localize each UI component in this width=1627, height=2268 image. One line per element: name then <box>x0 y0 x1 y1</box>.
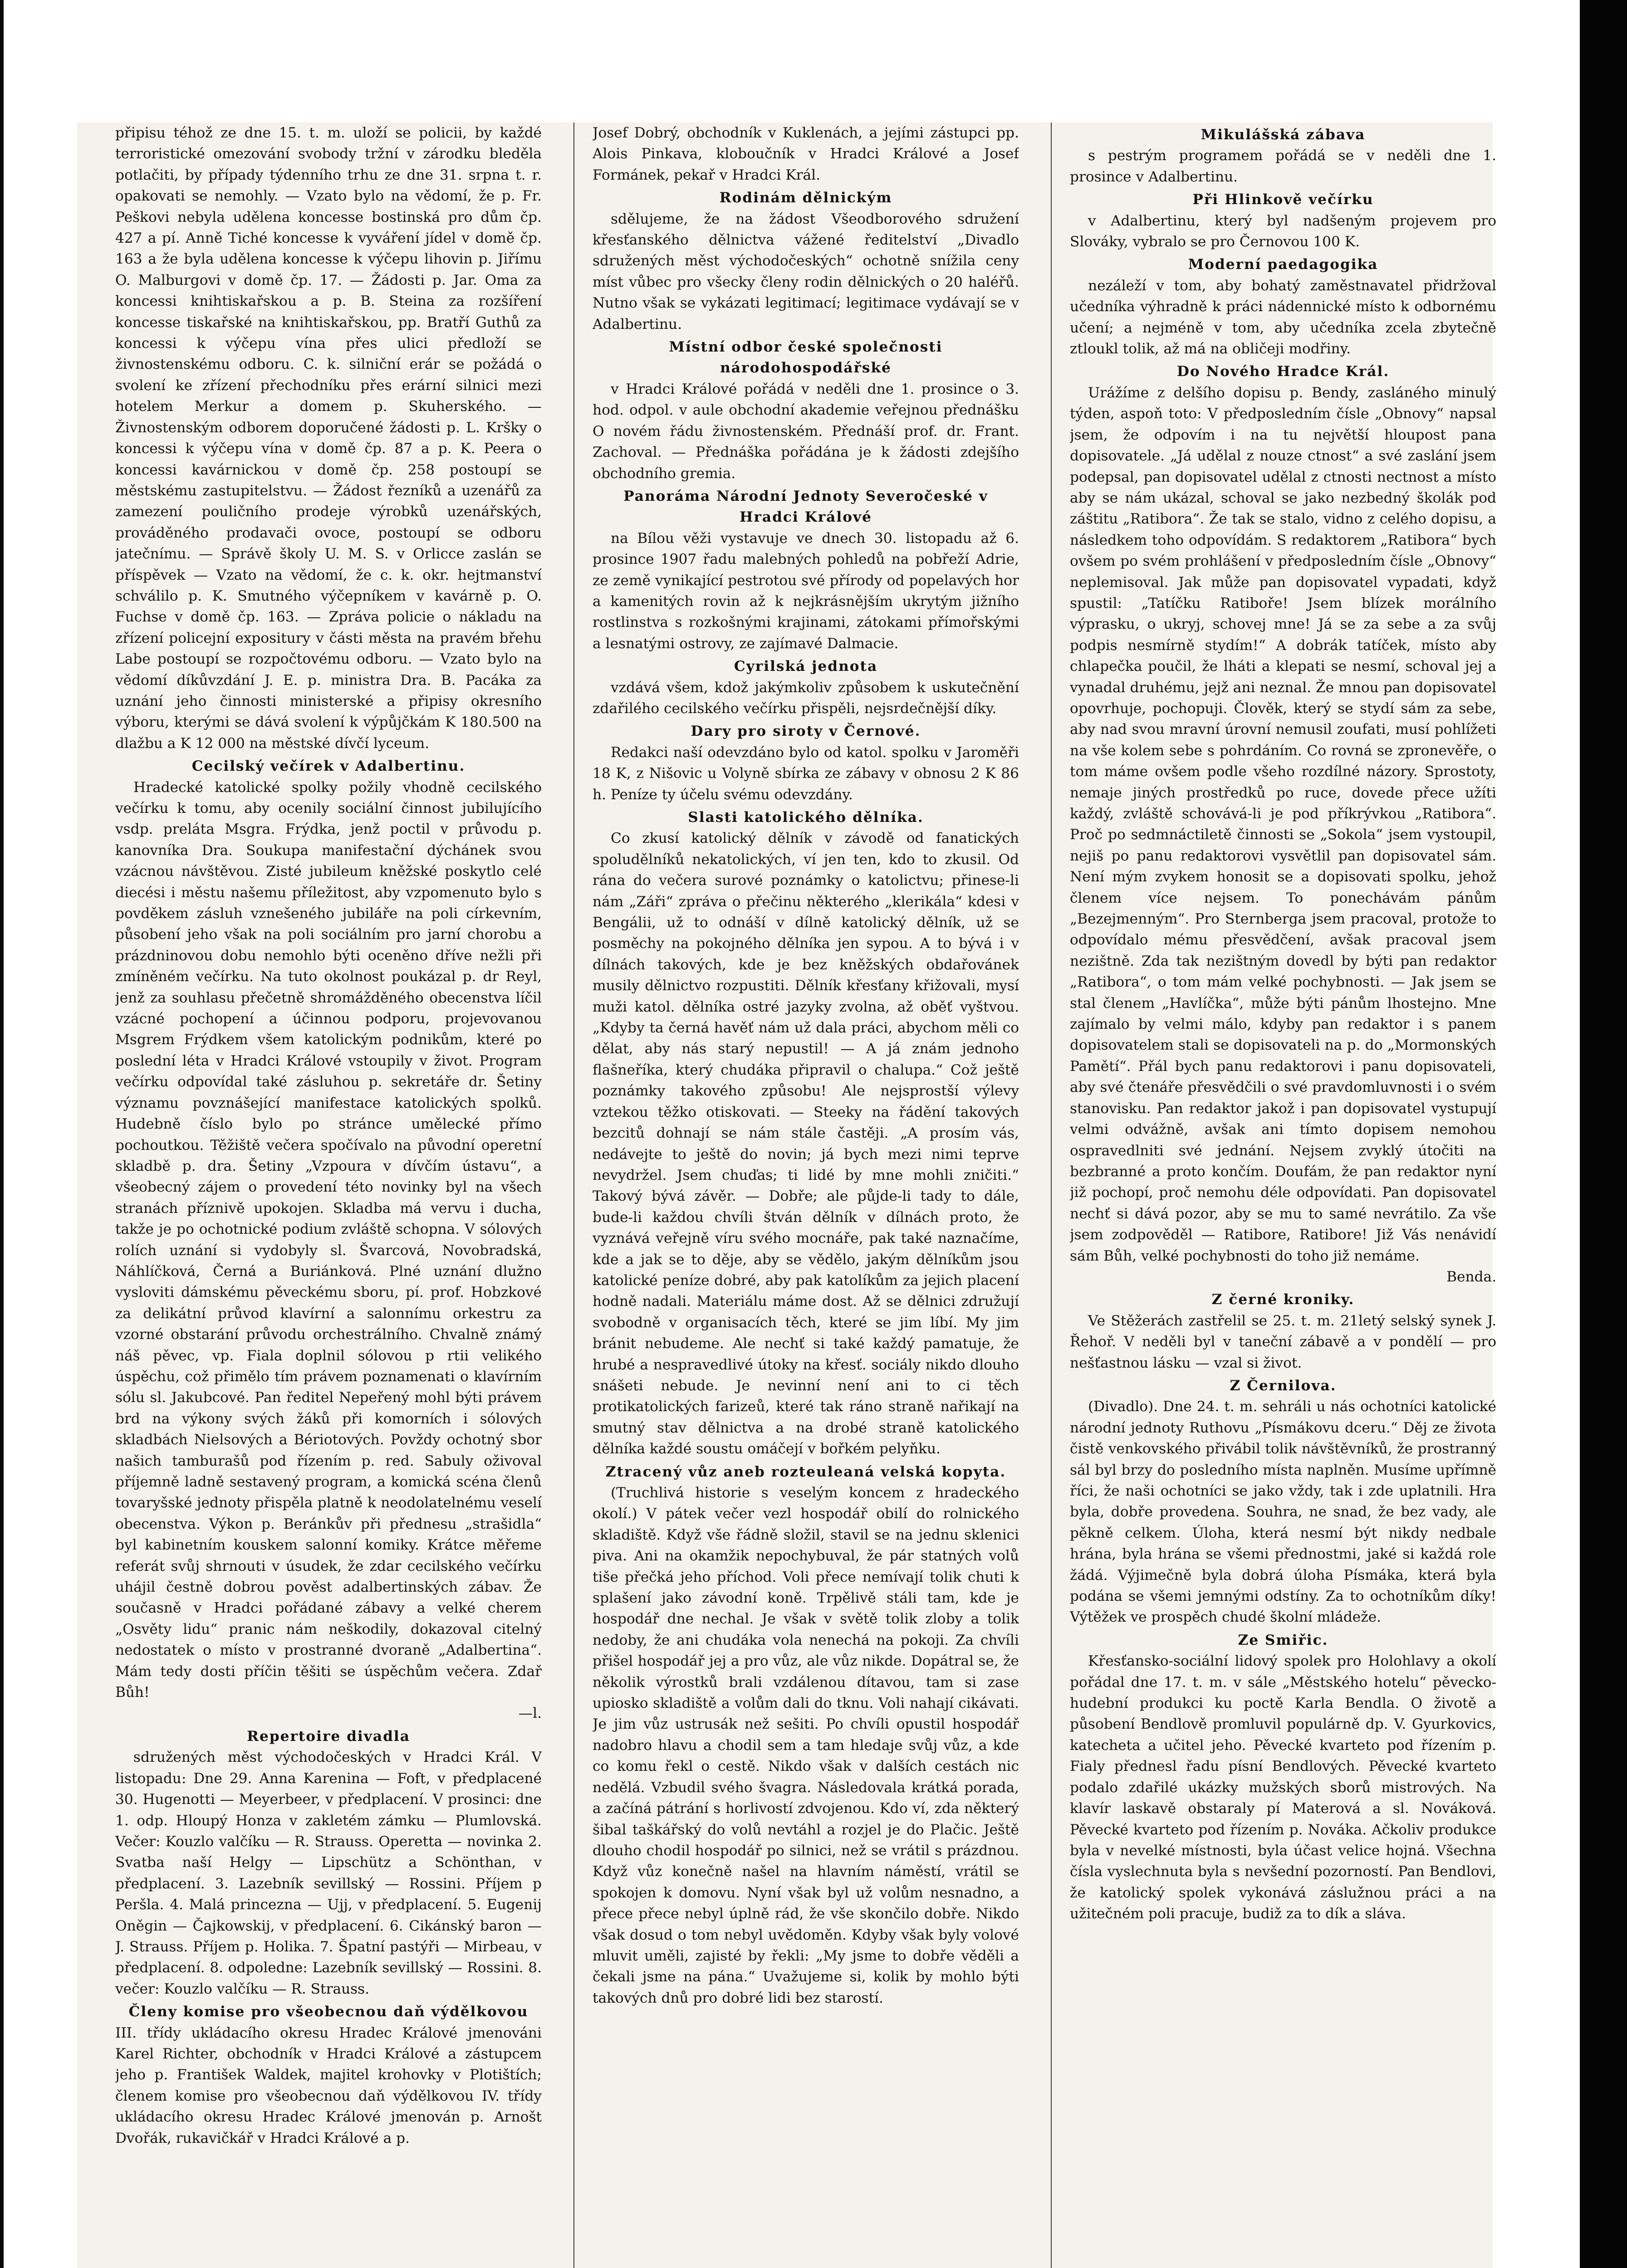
article-heading: Rodinám dělnickým <box>719 190 892 206</box>
article-heading: Z černé kroniky. <box>1211 1291 1355 1308</box>
article-heading: Mikulášská zábava <box>1201 127 1366 143</box>
article-heading: Slasti katolického dělníka. <box>688 809 924 826</box>
article-paragraph: sdružených měst východočeských v Hradci Král. V listopadu: Dne 29. Anna Karenina — Foft, v předplacené 30. Hugenotti — Meyerbeer, v předplacení. V prosinci: dne 1. odp. Hloupý Honza v zakletém zámku — Plumlovská. Večer: Kouzlo valčíku — R. Strauss. Operetta — novinka 2. Svatba naší Helgy — Lipschütz a Schönthan, v předplacení. 3. Lazebník sevillský — Rossini. Příjem p Peršla. 4. Malá princezna — Ujj, v předplacení. 5. Eugenij Oněgin — Čajkowskij, v předplacení. 6. Cikánský baron — J. Strauss. Příjem p. Holika. 7. Špatní pastýři — Mirbeau, v předplacení. 8. odpoledne: Lazebník sevillský — Rossini. 8. večer: Kouzlo valčíku — R. Strauss. <box>115 1749 542 1997</box>
scan-left-edge <box>0 0 4 2268</box>
article-heading: Repertoire divadla <box>247 1728 410 1745</box>
article-paragraph: Hradecké katolické spolky požily vhodně cecilského večírku k tomu, aby ocenily sociální činnost jubilujícího vsdp. preláta Msgra. Frýdka, jenž poctil v průvodu p. kanovníka Dra. Soukupa manifestační dýchánek svou vzácnou návštěvou. Zisté jubileum kněžské poskytlo celé diecési i městu našemu příležitost, aby vzpomenuto bylo s povděkem zásluh vznešeného jubiláře na poli církevním, působení jeho však na poli sociálním pro jarní chorobu a prázdninovou dobu nemohlo býti oceněno dříve nežli při zmíněném večírku. Na tuto okolnost poukázal p. dr Reyl, jenž za souhlasu přečetně shromážděného obecenstva líčil vzácné pochopení a účinnou podporu, projevovanou Msgrem Frýdkem všem katolickým podnikům, které po poslední léta v Hradci Králové vstoupily v život. Program večírku odpovídal také zásluhou p. sekretáře dr. Šetiny významu povznášející manifestace katolických spolků. Hudebně číslo bylo po stránce umělecké přímo pochoutkou. Těžiště večera spočívalo na původní operetní skladbě p. dra. Šetiny „Vzpoura v dívčím ústavu“, a všeobecný zájem o provedení této novinky byl na všech stranách příznivě upokojen. Skladba má vervu i ducha, takže je po ochotnické podium zvláště schopna. V sólových rolích uznání si vydobyly sl. Švarcová, Novobradská, Náhlíčková, Černá a Buriánková. Plné uznání dlužno vysloviti dámskému pěveckému sboru, pí. prof. Hobzkové za delikátní průvod klavírní a salonnímu orkestru za vzorné obstarání průvodu orchestrálního. Chvalně známý náš pěvec, vp. Fiala doplnil sólovou p rtii velikého úspěchu, což přimělo tím právem poznamenati o klavírním sólu sl. Jakubcové. Pan ředitel Nepeřený mohl býti právem brd na výkony svých žáků při komorních i sólových skladbách Nielsových a Bériotových. Povždy ochotný sbor našich tamburašů pod řízením p. red. Sabuly oživoval příjemně ladně sestavený program, a komická scéna členů tovaryšské jednoty přispěla platně k neodolatelnému veselí obecenstva. Výkon p. Beránkův při přednesu „strašidla“ byl kabinetním kouskem salonní komiky. Krátce měřeme referát svůj shrnouti v úsudek, že zdar cecilského večírku uhájil čestně dobrou pověst adalbertinských zábav. Že současně v Hradci pořádané zábavy a velké cherem „Osvěty lidu“ pranic nám neškodily, dokazoval citelný nedostatek o místo v prostranné dvoraně „Adalbertina“. Mám tedy dosti příčin těšiti se úspěchům večera. Zdař Bůh! <box>115 779 542 1701</box>
article-paragraph: nezáleží v tom, aby bohatý zaměstnavatel přidržoval učedníka výhradně k práci nádennické místo k odbornému učení; a nejméně v tom, aby učedníka zcela zbytečně ztloukl tolik, až má na obličeji modřiny. <box>1070 277 1496 357</box>
article-signature: Benda. <box>1446 1268 1496 1285</box>
article-paragraph: (Divadlo). Dne 24. t. m. sehráli u nás ochotníci katolické národní jednoty Ruthovu „Písmákovu dceru.“ Děj ze života čistě venkovského přivábil tolik návštěvníků, že prostranný sál byl brzy do posledního místa naplněn. Musíme upřímně říci, že naši ochotníci se jako vždy, tak i zde uplatnili. Hra byla, dobře provedena. Souhra, ne snad, že bez vady, ale pěkně celkem. Úloha, která nesmí být nikdy nedbale hrána, byla hrána se všemi přednostmi, jaké si každá role žádá. Výjimečně byla dobrá úloha Písmáka, která byla podána se všemi jemnými odstíny. Za to ochotníkům díky! Výtěžek ve prospěch chudé školní mládeže. <box>1070 1398 1496 1626</box>
text-columns <box>115 122 1496 2268</box>
article-heading: Do Nového Hradce Král. <box>1176 363 1390 380</box>
newspaper-page <box>77 122 1496 2268</box>
article-paragraph: sdělujeme, že na žádost Všeodborového sdružení křesťanského dělnictva vážené ředitelství „Divadlo sdružených měst východočeských“ ochotně snížila ceny míst vůbec pro všecky členy rodin dělnických o 20 haléřů. Nutno však se vykázati legitimací; legitimace vydávají se v Adalbertinu. <box>593 210 1019 332</box>
article-paragraph: Redakci naší odevzdáno bylo od katol. spolku v Jaroměři 18 K, z Nišovic u Volyně sbírka ze zábavy v obnosu 2 K 86 h. Peníze ty účelu svému odevzdány. <box>593 744 1019 803</box>
article-heading: Cyrilská jednota <box>734 658 878 675</box>
article-paragraph: (Truchlivá historie s veselým koncem z hradeckého okolí.) V pátek večer vezl hospodář obilí do rolnického skladiště. Když vše řádně složil, stavil se na jednu sklenici piva. Ani na okamžik nepochybuval, že pár statných volů tiše přečká jeho příchod. Voli přece nemívají tolik chuti k splašení jako závodní koně. Trpělivě stáli tam, kde je hospodář dne nechal. Je však v světě tolik zloby a tolik nedoby, že ani chudáka vola nenechá na pokoji. Za chvíli přišel hospodář jej a pro vůz, ale vůz nikde. Dopátral se, že několik výrostků brali vzdálenou dítavou, tam si zase upiosko skladiště a volům dali do tknu. Voli nahají cikávati. Je jim vůz ustrusák než sešiti. Po chvíli opustil hospodář nadobro hlavu a chodil sem a tam hledaje svůj vůz, a kde co komu řekl o cestě. Nikdo však v dalších cestách nic nedělá. Vzbudil svého švagra. Následovala krátká porada, a začíná pátrání s horlivostí zdvojenou. Kdo ví, zda některý šibal taškářský do volů nevtáhl a rozjel je do Plačic. Ještě dlouho chodil hospodář po silnici, než se vrátil s prázdnou. Když vůz konečně našel na hlavním náměstí, vrátil se spokojen k domovu. Nyní však byl už volům nesnadno, a přece přece nebyl úplně rád, že vše skončilo dobře. Nikdo však dosud o tom nebyl uvědoměn. Kdyby však byly volové mluvit uměli, zajisté by řekli: „My jsme to dobře věděli a čekali jsme na pána.“ Uvažujeme si, kolik by mohlo býti takových dnů pro dobré lidi bez starostí. <box>593 1485 1019 2006</box>
scan-right-edge <box>1580 0 1627 2268</box>
article-heading: Členy komise pro všeobecnou daň výdělkovou <box>128 2004 529 2020</box>
article-heading: Moderní paedagogika <box>1188 256 1378 273</box>
article-paragraph: Křesťansko-sociální lidový spolek pro Holohlavy a okolí pořádal dne 17. t. m. v sále „Městského hotelu“ pěvecko-hudební produkci ku poctě Karla Bendla. O životě a působení Bendlově promluvil populárně dp. V. Gyurkovics, katecheta a učitel jeho. Pěvecké kvarteto pod řízením p. Fialy přednesl řadu písní Bendlových. Pěvecké kvarteto podalo zdařilé ukázky mužských sborů mistrových. Na klavír laskavě obstaraly pí Materová a sl. Nováková. Pěvecké kvarteto pod řízením p. Nováka. Ačkoliv produkce byla v nevelké místnosti, byla účast velice hojná. Všechna čísla vyslechnuta byla s nevšední pozorností. Pan Bendlovi, že katolický spolek vykonává záslužnou práci a na užitečném poli pracuje, budiž za to dík a sláva. <box>1070 1653 1496 1922</box>
article-heading: Dary pro siroty v Černové. <box>691 723 921 740</box>
column-3 <box>1070 122 1496 2268</box>
article-paragraph: na Bílou věži vystavuje ve dnech 30. listopadu až 6. prosince 1907 řadu malebných pohledů na pobřeží Adrie, ze země vynikající pestrotou své přírody od popelavých hor a kamenitých rovin až k nejkrásnějším ukrytým jižního rostlinstva s rozkošnými krajinami, zátokami přímořskými a lesnatými ostrovy, ze zajímavé Dalmacie. <box>593 530 1019 652</box>
article-heading: Ze Smiřic. <box>1238 1632 1328 1648</box>
article-heading: Panoráma Národní Jednoty Severočeské v Hradci Králové <box>623 488 988 526</box>
article-paragraph: Ve Stěžerách zastřelil se 25. t. m. 21letý selský synek J. Řehoř. V neděli byl v taneční zábavě a v pondělí — pro nešťastnou lásku — vzal si život. <box>1070 1312 1496 1371</box>
article-paragraph: s pestrým programem pořádá se v neděli dne 1. prosince v Adalbertinu. <box>1070 147 1496 185</box>
article-paragraph: připisu téhož ze dne 15. t. m. uloží se policii, by každé terroristické omezování svobody tržní v zárodku bleděla potlačiti, by případy týdenního trhu ze dne 31. srpna t. r. opakovati se nemohly. — Vzato bylo na vědomí, že p. Fr. Peškovi nebyla udělena koncesse bostinská pro dům čp. 427 a pí. Anně Tiché koncesse k vyváření jídel v domě čp. 163 a že byla udělena koncesse k výčepu lihovin p. Jiřímu O. Malburgovi v domě čp. 17. — Žádosti p. Jar. Oma za koncessi knihtiskařskou a p. B. Steina za rozšíření koncesse tiskařské na knihtiskařskou, pp. Bratří Guthů za koncessi k výčepu vína přes ulici předloží se živnostenskému odboru. C. k. silniční erár se požádá o svolení ke zřízení přechodníku přes erární silnici mezi hotelem Merkur a domem p. Skuherského. — Živnostenským odborem doporučené žádosti p. L. Kršky o koncessi k výčepu vína v domě čp. 87 a p. K. Peera o koncessi kavárnickou v domě čp. 258 postoupí se městskému zastupitelstvu. — Žádost řezníků a uzenářů za zamezení pouličního prodeje výrobků uzenářských, prováděného prodavači ovoce, postoupí se odboru jatečnímu. — Správě školy U. M. S. v Orlicce zaslán se příspěvek — Vzato na vědomí, že c. k. okr. hejtmanství schválilo p. K. Smutného výčepníkem v kavárně p. O. Fuchse v domě čp. 163. — Zpráva policie o nákladu na zřízení policejní expositury v části města na pravém břehu Labe postoupí se rozpočtovému odboru. — Vzato bylo na vědomí díkůvzdání J. E. p. ministra Dra. B. Pacáka za uznání jeho činnosti ministerské a připisy okresního výboru, kterými se dává svolení k výpůjčkám K 180.500 na dlažbu a K 12 000 na městské dívčí lyceum. <box>115 125 542 752</box>
article-paragraph: vzdává všem, kdož jakýmkoliv způsobem k uskutečnění zdařilého cecilského večírku přispěli, nejsrdečnější díky. <box>593 679 1019 717</box>
column-divider <box>1051 122 1052 2268</box>
column-2 <box>593 122 1019 2268</box>
article-paragraph: v Adalbertinu, který byl nadšeným projevem pro Slováky, vybralo se pro Černovou 100 K. <box>1070 212 1496 250</box>
article-signature: —l. <box>518 1705 542 1722</box>
article-paragraph: III. třídy ukládacího okresu Hradec Králové jmenováni Karel Richter, obchodník v Hradci Králové a zástupcem jeho p. František Waldek, majitel krohovky v Plotištích; členem komise pro všeobecnou daň výdělkovou IV. třídy ukládacího okresu Hradec Králové jmenován p. Arnošt Dvořák, rukavičkář v Hradci Králové a p. <box>115 2024 542 2146</box>
article-heading: Při Hlinkově večírku <box>1192 191 1374 208</box>
article-paragraph: v Hradci Králové pořádá v neděli dne 1. prosince o 3. hod. odpol. v aule obchodní akademie veřejnou přednášku O novém řádu živnostenském. Přednáší prof. dr. Frant. Zachoval. — Přednáška pořádána je k žádosti zdejšího obchodního gremia. <box>593 381 1019 482</box>
article-heading: Z Černilova. <box>1230 1377 1337 1394</box>
article-heading: Místní odbor české společnosti národohospodářské <box>669 339 943 376</box>
article-paragraph: Co zkusí katolický dělník v závodě od fanatických spoludělníků nekatolických, ví jen ten, kdo to zkusil. Od rána do večera surové poznámky o katolictvu; přinese-li nám „Záři“ zpráva o přečinu některého „klerikála“ kdesi v Bengálii, už to odnáší v dílně katolický dělník, už se posměchy na pokojného dělníka jen sypou. A to bývá i v dílnách takových, kde je bez kněžských obdařovánek musily dělnictvo rozpustiti. Dělník křesťany křižovali, mysí muži katol. dělníka ostré jazyky zvolna, až oběť vyštvou. „Kdyby ta černá havěť nám už dala práci, abychom měli co dělat, aby nás starý nepustil! — A já znám jednoho flašneříka, který chudáka připravil o chalupa.“ Což ještě poznámky takového způsobu! Ale nejsprostší výlevy vztekou těžko otiskovati. — Steeky na řádění takových bezcitů dohnají se nám stále častěji. „A prosím vás, nedávejte to ještě do novin; já bych mezi nimi teprve nevydržel. Jsem chuďas; ti lidé by mne mohli zničiti.“ Takový bývá závěr. — Dobře; ale půjde-li tady to dále, bude-li každou chvíli štván dělník v dílnách proto, že vyznává veřejně víru svého mocnáře, pak také naznačíme, kde a jak se to děje, aby se vědělo, jakým dělníkům jsou katolické peníze dobré, aby pak katolíkům za jejich placení hodně nadali. Materiálu máme dost. Až se dělnici združují svobodně v organisacích těch, které se jim líbí. My jim bránit nebudeme. Ale nechť si také každý pamatuje, že hrubé a nespravedlivé útoky na křesť. sociály nikdo dlouho snášeti nebude. Je nevinní není ani to ci těch protikatolických farizeů, které tak ráno straně nařikají na smutný stav dělnictva a na drobé straně katolického dělníka každé soustu omáčejí v bořkém pelyňku. <box>593 830 1019 1457</box>
column-divider <box>573 122 574 2268</box>
article-heading: Cecilský večírek v Adalbertinu. <box>191 758 466 775</box>
article-heading: Ztracený vůz aneb rozteuleaná velská kopyta. <box>605 1463 1006 1480</box>
column-1 <box>115 122 542 2268</box>
article-paragraph: Josef Dobrý, obchodník v Kuklenách, a jejími zástupci pp. Alois Pinkava, kloboučník v Hradci Králové a Josef Formánek, pekař v Hradci Král. <box>593 125 1019 183</box>
article-paragraph: Urážíme z delšího dopisu p. Bendy, zasláného minulý týden, aspoň toto: V předposledním čísle „Obnovy“ napsal jsem, že odpovím i na tu největší hloupost pana dopisovatele. „Já udělal z nouze ctnost“ a své zaslání jsem podepsal, pan dopisovatel udělal z ctnosti nectnost a místo aby se nám ukázal, schoval se jako nezbedný školák pod záštitu „Ratibora“. Že tak se stalo, vidno z celého dopisu, a následkem toho odpovídám. S redaktorem „Ratibora“ bych ovšem po svém prohlášení v předposledním čísle „Obnovy“ neplemisoval. Jak může pan dopisovatel vypadati, když spustil: „Tatíčku Ratiboře! Jsem blízek morálního výprasku, o ukryj, schovej mne! Já se za sebe a za svůj podpis nesmírně stydím!“ A dobrák tatíček, místo aby chlapečka poučil, že lháti a klepati se nesmí, schoval jej a vynadal druhému, jejž ani neznal. Že mnou pan dopisovatel opovrhuje, pochopuji. Člověk, který se stydí sám za sebe, aby nad svou mravní úrovní nemusil zoufati, musí pohlížeti na vše kolem sebe s pohrdáním. Co rovná se zpronevěře, o tom máme ovšem podle všeho rozdílné názory. Sprostoty, nemaje jiných prostředků po ruce, dovede přece užíti každý, zvláště schovává-li je pod příkrývkou „Ratibora“. Proč po sedmnáctiletě činnosti se „Sokola“ jsem vystoupil, nejiš po panu redaktorovi vysvětlil pan dopisovatel sám. Není mým zvykem honosit se a dopisovati spolku, jehož členem více nejsem. To ponechávám pánům „Bezejmenným“. Pro Sternberga jsem pracoval, protože to odpovídalo mému přesvědčení, avšak pracoval jsem nezištně. Zda tak nezištným dovedl by býti pan redaktor „Ratibora“, o tom mám velké pochybnosti. — Jak jsem se stal členem „Havlíčka“, může býti pánům lhostejno. Mne zajímalo by velmi málo, kdyby pan redaktor i s panem dopisovatelem stali se dopisovateli na p. do „Mormonských Pamětí“. Přál bych panu redaktorovi i panu dopisovateli, aby své čtenáře přesvědčili o své pravdomluvnosti i o svém stanovisku. Pan redaktor jakož i pan dopisovatel vystupují velmi odvážně, avšak ani tímto dopisem nemohou ospravedlniti své jednání. Nejsem zvyklý útočiti na bezbranné a proto končím. Doufám, že pan redaktor nyní již pochopí, proč nemohu déle odpovídati. Pan dopisovatel nechť si dává pozor, aby se mu to samé nevrátilo. Za vše jsem zodpověděl — Ratibore, Ratibore! Již Vás nenávidí sám Bůh, velké pochybnosti do toho již nemáme. <box>1070 384 1496 1264</box>
